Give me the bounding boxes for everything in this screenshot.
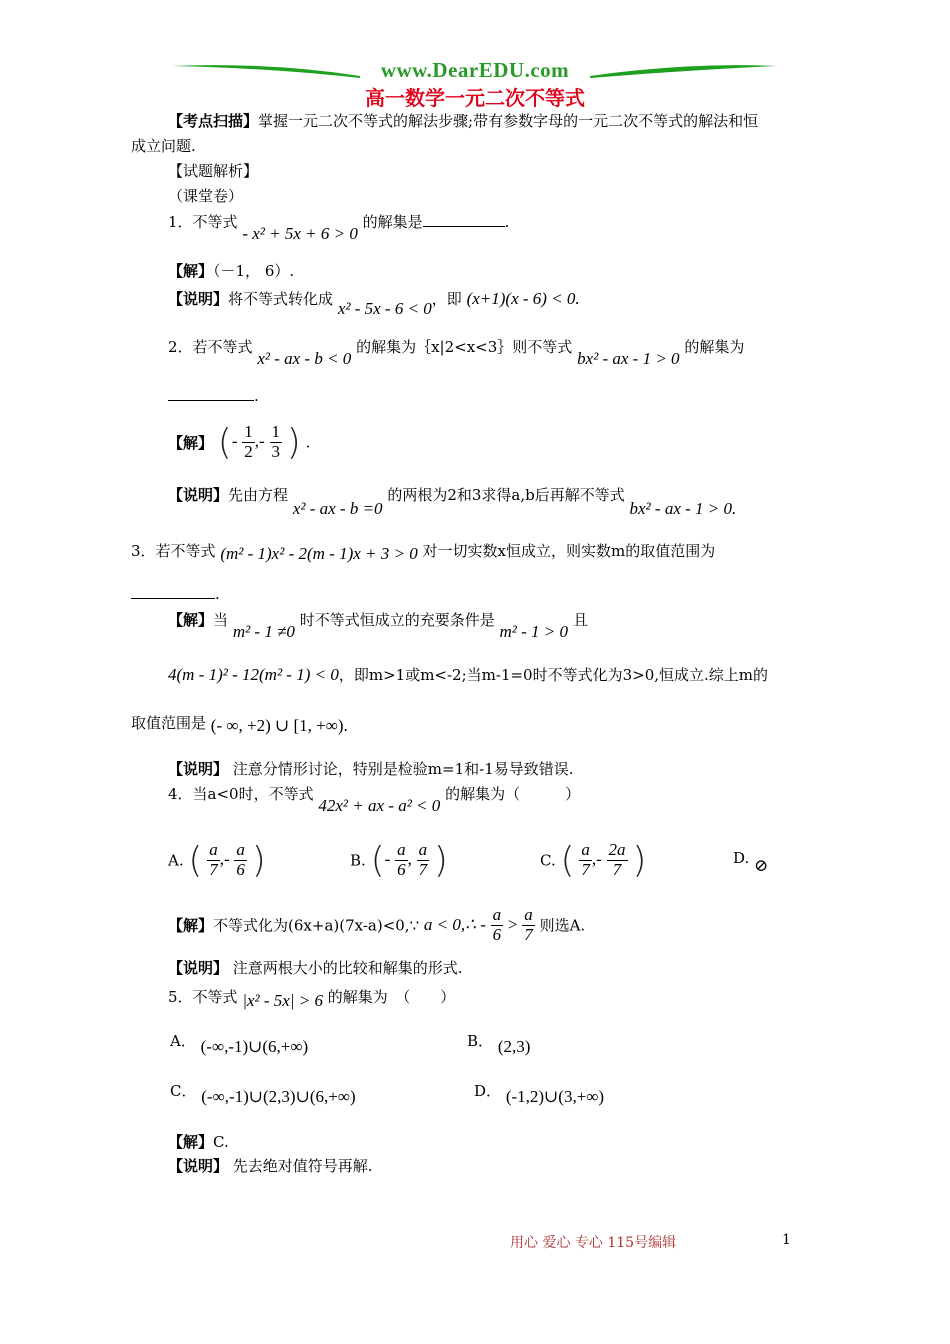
page-number: 1	[782, 1232, 791, 1248]
q5-option-b[interactable]: B． (2,3)	[467, 1032, 531, 1056]
q2-blank-line: .	[168, 386, 259, 405]
q4-answer: 【解】不等式化为(6x+a)(7x-a)<0,∵ a < 0,∴ - $\frac{a}{6}$ > $\frac{a}{7}$ 则选A.	[168, 905, 586, 944]
q3-stem: 3．若不等式 (m² - 1)x² - 2(m - 1)x + 3 > 0 对一切实数x恒成立，则实数m的取值范围为	[131, 542, 716, 563]
intro-line2: 成立问题.	[131, 137, 196, 155]
page-title: 高一数学一元二次不等式	[365, 86, 585, 110]
section-heading: 【试题解析】	[168, 162, 259, 180]
q4-option-d[interactable]: D. ⊘	[733, 849, 769, 875]
q1-blank	[423, 212, 505, 227]
q2-stem: 2．若不等式 x² - ax - b < 0 的解集为｛x|2<x<3｝则不等式 bx² - ax - 1 > 0 的解集为	[168, 338, 745, 368]
q1-note: 【说明】将不等式转化成 x² - 5x - 6 < 0，即 (x+1)(x - 6) < 0.	[168, 289, 580, 318]
q3-answer-line1: 【解】当 m² - 1 ≠0 时不等式恒成立的充要条件是 m² - 1 > 0 且	[168, 611, 588, 641]
q4-stem: 4．当a<0时，不等式 42x² + ax - a² < 0 的解集为（ ）	[168, 785, 581, 815]
footer-text: 用心 爱心 专心 115号编辑	[510, 1235, 677, 1251]
q2-note: 【说明】先由方程 x² - ax - b =0 的两根为2和3求得a,b后再解不等式 bx² - ax - 1 > 0.	[168, 486, 737, 518]
q5-note: 【说明】 先去绝对值符号再解.	[168, 1157, 373, 1175]
q3-answer-line3: 取值范围是 (- ∞, +2) ∪ [1, +∞).	[131, 714, 348, 735]
empty-set-icon: ⊘	[754, 856, 769, 875]
q5-option-c[interactable]: C． (-∞,-1)∪(2,3)∪(6,+∞)	[170, 1082, 356, 1106]
q5-option-d[interactable]: D． (-1,2)∪(3,+∞)	[474, 1082, 605, 1106]
q5-option-a[interactable]: A． (-∞,-1)∪(6,+∞)	[170, 1032, 309, 1056]
q5-stem: 5．不等式 |x² - 5x| > 6 的解集为 （ ）	[168, 988, 456, 1010]
q5-answer: 【解】C.	[168, 1133, 229, 1151]
q4-option-b[interactable]: B. (- $\frac{a}{6}$ , $\frac{a}{7}$ )	[350, 840, 448, 881]
q4-option-c[interactable]: C. ( $\frac{a}{7}$ ,- $\frac{2a}{7}$ )	[540, 840, 647, 881]
q3-note: 【说明】 注意分情形讨论，特别是检验m=1和-1易导致错误.	[168, 760, 574, 778]
q4-option-a[interactable]: A. ( $\frac{a}{7}$ ,- $\frac{a}{6}$ )	[168, 840, 266, 881]
q1-expr: - x² + 5x + 6 > 0	[242, 224, 358, 243]
q1-stem: 1．不等式 - x² + 5x + 6 > 0 的解集是 .	[168, 213, 510, 243]
q2-answer: 【解】 (- $\frac{1}{2}$ ,- $\frac{1}{3}$ ) .	[168, 422, 311, 463]
q4-note: 【说明】 注意两根大小的比较和解集的形式.	[168, 959, 463, 977]
intro-line1: 【考点扫描】掌握一元二次不等式的解法步骤;带有参数字母的一元二次不等式的解法和恒	[168, 112, 759, 130]
sub-heading: （课堂卷）	[168, 187, 244, 205]
site-logo: www.DearEDU.com	[380, 58, 570, 82]
intro-label: 【考点扫描】	[168, 112, 259, 130]
q3-blank-line: .	[131, 584, 220, 603]
q1-answer: 【解】（－1， 6）.	[168, 262, 295, 280]
q3-answer-line2: 4(m - 1)² - 12(m² - 1) < 0，即m>1或m<-2;当m-1=0时不等式化为3>0,恒成立.综上m的	[168, 665, 769, 684]
